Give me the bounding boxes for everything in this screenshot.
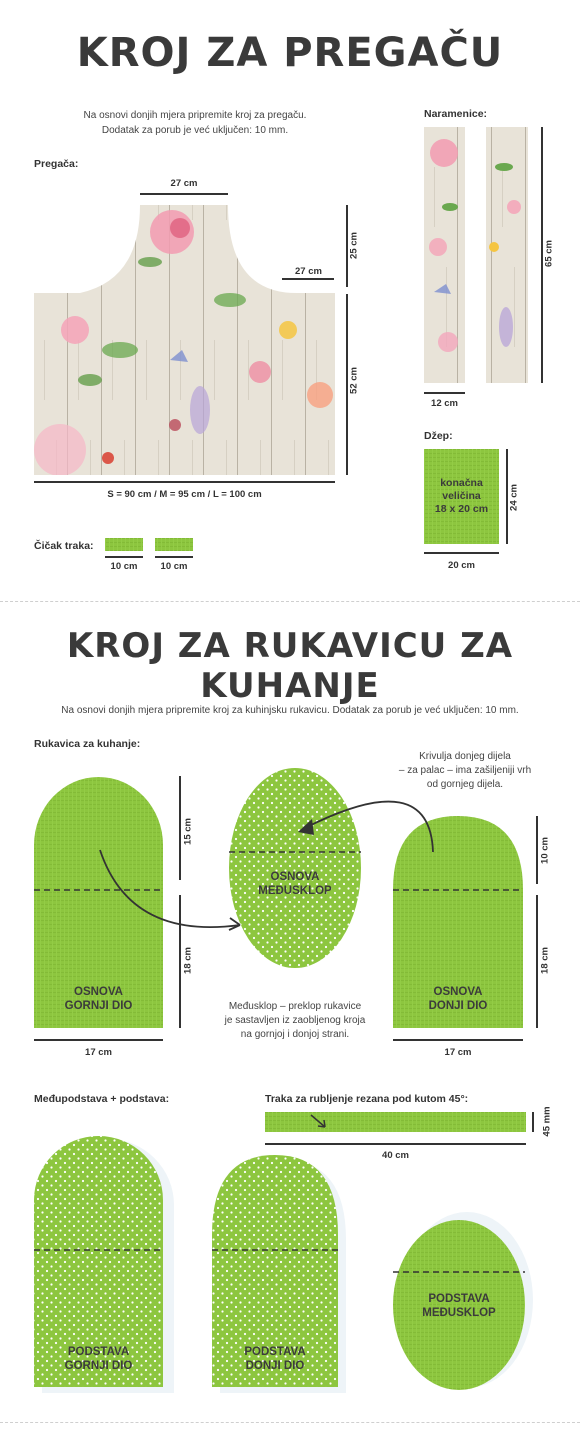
apron-intro-line1: Na osnovi donjih mjera pripremite kroj za pregaču. [83, 110, 307, 121]
lining-lower-line2: DONJI DIO [245, 1360, 305, 1372]
pocket-text-line3: 18 x 20 cm [434, 503, 489, 515]
apron-intro-line2: Dodatak za porub je već uključen: 10 mm. [101, 125, 289, 136]
lining-middle-line2: MEĐUSKLOP [422, 1307, 496, 1319]
pocket-label: Džep: [424, 430, 453, 442]
pocket-text-line2: veličina [442, 490, 481, 502]
pocket-text-line1: konačna [440, 477, 483, 489]
binding-dim-length: 40 cm [382, 1150, 409, 1161]
mitt-upper-dim-width: 17 cm [85, 1047, 112, 1058]
middle-note-line2: je sastavljen iz zaobljenog kroja [224, 1015, 366, 1026]
mitt-upper-line1: OSNOVA [74, 986, 123, 998]
mitt-upper-line2: GORNJI DIO [64, 1000, 133, 1012]
bottom-separator [0, 1422, 580, 1423]
binding-strip [265, 1112, 526, 1132]
lining-middle-text [393, 1292, 525, 1320]
lining-upper-text [34, 1345, 163, 1373]
pocket-dim-width: 20 cm [448, 560, 475, 571]
velcro-dim-1: 10 cm [110, 561, 138, 572]
velcro-dim-2: 10 cm [160, 561, 188, 572]
lining-middle-line1: PODSTAVA [428, 1293, 490, 1305]
apron-dim-top: 27 cm [170, 178, 198, 189]
mitt-middle-line1: OSNOVA [270, 871, 320, 883]
mitt-middle-line2: MEĐUSKLOP [258, 885, 332, 897]
curve-note-line1: Krivulja donjeg dijela [419, 751, 511, 762]
straps-label: Naramenice: [424, 108, 488, 120]
mitt-upper-dim-bottom: 18 cm [182, 947, 194, 974]
apron-dim-bottom: S = 90 cm / M = 95 cm / L = 100 cm [107, 489, 262, 500]
curve-note-line2: – za palac – ima zašiljeniji vrh [398, 765, 532, 776]
section1-title: KROJ ZA PREGAČU [76, 30, 504, 76]
strap-dim-height: 65 cm [543, 240, 555, 267]
mitt-lower-line2: DONJI DIO [428, 1000, 488, 1012]
mitt-label: Rukavica za kuhanje: [34, 738, 141, 750]
apron-label: Pregača: [34, 158, 79, 170]
section2-title: KROJ ZA RUKAVICU ZA KUHANJE [66, 626, 514, 706]
apron-dim-side: 27 cm [295, 266, 322, 277]
mitt-intro: Na osnovi donjih mjera pripremite kroj za kuhinjsku rukavicu. Dodatak za porub je već uključen: 10 mm. [61, 705, 519, 716]
strap-dim-width: 12 cm [431, 398, 458, 409]
lining-lower-line1: PODSTAVA [244, 1346, 306, 1358]
binding-dim-width: 45 mm [541, 1106, 553, 1137]
pocket-dim-height: 24 cm [508, 484, 520, 511]
mitt-lower-dim-top: 10 cm [539, 837, 551, 864]
lining-upper-line1: PODSTAVA [67, 1346, 130, 1358]
curve-note-line3: od gornjeg dijela. [426, 779, 504, 790]
binding-label: Traka za rubljenje rezana pod kutom 45°: [265, 1093, 469, 1105]
lining-upper-line2: GORNJI DIO [64, 1360, 133, 1372]
mitt-upper-dim-top: 15 cm [182, 818, 194, 845]
mitt-lower-line1: OSNOVA [433, 986, 483, 998]
middle-note-line3: na gornjoj i donjoj strani. [240, 1029, 350, 1040]
lining-lower-text [212, 1345, 338, 1373]
velcro-label: Čičak traka: [34, 540, 94, 552]
lining-label: Međupodstava + podstava: [34, 1093, 170, 1105]
mitt-lower-dim-bottom: 18 cm [539, 947, 551, 974]
apron-dim-skirt-height: 52 cm [348, 367, 360, 394]
middle-note-line1: Međusklop – preklop rukavice [228, 1001, 362, 1012]
mitt-lower-dim-width: 17 cm [444, 1047, 472, 1058]
apron-dim-bib-height: 25 cm [348, 232, 360, 259]
